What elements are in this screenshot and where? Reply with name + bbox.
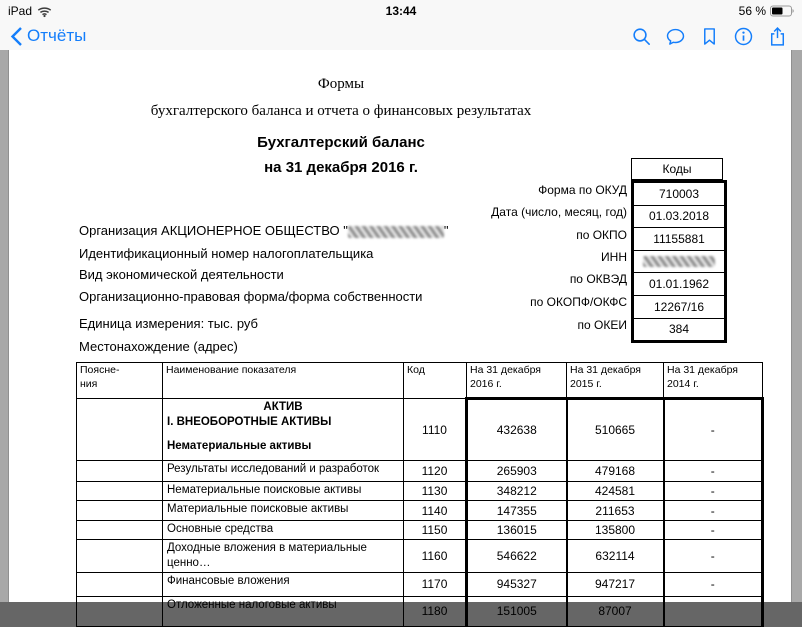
- back-button[interactable]: [0, 25, 92, 48]
- balance-sheet-table: [76, 362, 764, 627]
- cell-indicator-name: Нематериальные поисковые активы: [163, 482, 404, 501]
- cell-value-2016: 136015: [467, 521, 567, 540]
- cell-indicator-name: Финансовые вложения: [163, 572, 404, 596]
- cell-value-2014: -: [664, 461, 763, 482]
- codes-row-label: ИНН: [601, 250, 627, 264]
- table-row: [77, 596, 763, 626]
- cell-value-2015: 87007: [567, 596, 664, 626]
- table-row: [77, 399, 763, 461]
- codes-value-cell: 01.01.1962: [634, 273, 724, 296]
- document-date-line: на 31 декабря 2016 г.: [264, 159, 418, 176]
- status-bar: [0, 0, 802, 22]
- table-row: [77, 482, 763, 501]
- cell-indicator-name: Доходные вложения в материальные ценно…: [163, 540, 404, 573]
- codes-value-cell: 12267/16: [634, 296, 724, 319]
- cell-value-2014: -: [664, 521, 763, 540]
- info-icon: [733, 26, 754, 47]
- pdf-viewer-area[interactable]: [0, 50, 802, 619]
- nav-bar: [0, 22, 802, 51]
- form-header-line2: бухгалтерского баланса и отчета о финансовых результатах: [150, 103, 532, 119]
- cell-code: 1160: [404, 540, 467, 573]
- cell-value-2015: 479168: [567, 461, 664, 482]
- organization-suffix: ": [443, 223, 449, 238]
- column-header: На 31 декабря 2015 г.: [567, 363, 664, 399]
- codes-value-cell: 11155881: [634, 228, 724, 251]
- cell-indicator-name: Отложенные налоговые активы: [163, 596, 404, 626]
- organization-prefix: Организация АКЦИОНЕРНОЕ ОБЩЕСТВО ": [79, 223, 348, 238]
- table-row: [77, 540, 763, 573]
- codes-box-header: Коды: [631, 158, 723, 180]
- cell-value-2016: 546622: [467, 540, 567, 573]
- cell-indicator-name: АКТИВ I. ВНЕОБОРОТНЫЕ АКТИВЫ Нематериальные активы: [163, 399, 404, 461]
- cell-code: 1180: [404, 596, 467, 626]
- cell-value-2016: 432638: [467, 399, 567, 461]
- cell-value-2016: 151005: [467, 596, 567, 626]
- cell-value-2015: 632114: [567, 540, 664, 573]
- comments-button[interactable]: [665, 26, 686, 47]
- codes-row-label: Форма по ОКУД: [538, 183, 627, 197]
- codes-box: [631, 180, 727, 343]
- column-header: На 31 декабря 2016 г.: [467, 363, 567, 399]
- cell-value-2015: 510665: [567, 399, 664, 461]
- cell-value-2014: -: [664, 572, 763, 596]
- cell-indicator-name: Результаты исследований и разработок: [163, 461, 404, 482]
- codes-value-cell: [634, 251, 724, 274]
- info-button[interactable]: [733, 26, 754, 47]
- search-icon: [631, 26, 652, 47]
- codes-value-cell: 710003: [634, 183, 724, 206]
- cell-value-2015: 424581: [567, 482, 664, 501]
- codes-row-label: по ОКОПФ/ОКФС: [530, 295, 627, 309]
- search-button[interactable]: [631, 26, 652, 47]
- cell-value-2014: -: [664, 399, 763, 461]
- table-row: [77, 501, 763, 521]
- document-title: Бухгалтерский баланс: [257, 134, 425, 151]
- cell-value-2014: [664, 596, 763, 626]
- cell-note: [77, 521, 163, 540]
- carrier-label: iPad: [8, 4, 33, 18]
- cell-code: 1140: [404, 501, 467, 521]
- cell-note: [77, 540, 163, 573]
- organization-line: [79, 223, 448, 238]
- cell-code: 1130: [404, 482, 467, 501]
- redacted-organization-name: [348, 226, 444, 238]
- cell-value-2015: 211653: [567, 501, 664, 521]
- cell-code: 1150: [404, 521, 467, 540]
- cell-note: [77, 572, 163, 596]
- cell-indicator-name: Материальные поисковые активы: [163, 501, 404, 521]
- table-row: [77, 572, 763, 596]
- cell-value-2016: 265903: [467, 461, 567, 482]
- cell-value-2015: 135800: [567, 521, 664, 540]
- document-page: [8, 50, 792, 619]
- share-icon: [767, 26, 788, 47]
- cell-value-2014: -: [664, 540, 763, 573]
- cell-value-2016: 147355: [467, 501, 567, 521]
- cell-code: 1110: [404, 399, 467, 461]
- clock: 13:44: [385, 4, 417, 18]
- requisite-line: Организационно-правовая форма/форма собственности: [79, 289, 423, 304]
- codes-value-cell: 01.03.2018: [634, 206, 724, 229]
- cell-value-2014: -: [664, 482, 763, 501]
- redacted-inn-value: [643, 256, 715, 267]
- requisite-line: Местонахождение (адрес): [79, 339, 238, 354]
- codes-row-label: по ОКВЭД: [569, 272, 627, 286]
- chevron-left-icon: [10, 26, 23, 47]
- bookmark-icon: [699, 26, 720, 47]
- codes-row-label: по ОКПО: [576, 228, 627, 242]
- back-label: Отчёты: [27, 26, 87, 45]
- cell-note: [77, 399, 163, 461]
- comment-bubble-icon: [665, 26, 686, 47]
- bookmark-button[interactable]: [699, 26, 720, 47]
- table-row: [77, 521, 763, 540]
- cell-value-2016: 348212: [467, 482, 567, 501]
- cell-note: [77, 482, 163, 501]
- column-header: На 31 декабря 2014 г.: [664, 363, 763, 399]
- battery-percent-label: 56 %: [738, 4, 766, 18]
- cell-value-2016: 945327: [467, 572, 567, 596]
- column-header: Поясне- ния: [77, 363, 163, 399]
- requisite-line: Вид экономической деятельности: [79, 267, 284, 282]
- column-header: Наименование показателя: [163, 363, 404, 399]
- cell-value-2015: 947217: [567, 572, 664, 596]
- cell-code: 1120: [404, 461, 467, 482]
- form-header-line1: Формы: [317, 76, 365, 92]
- requisite-line: Единица измерения: тыс. руб: [79, 316, 258, 331]
- codes-row-label: Дата (число, месяц, год): [491, 205, 627, 219]
- codes-value-cell: 384: [668, 322, 690, 337]
- cell-indicator-name: Основные средства: [163, 521, 404, 540]
- codes-row-label: по ОКЕИ: [577, 318, 627, 332]
- cell-note: [77, 461, 163, 482]
- cell-code: 1170: [404, 572, 467, 596]
- table-row: [77, 461, 763, 482]
- cell-note: [77, 501, 163, 521]
- table-header-row: [77, 363, 763, 399]
- cell-note: [77, 596, 163, 626]
- column-header: Код: [404, 363, 467, 399]
- cell-value-2014: -: [664, 501, 763, 521]
- requisite-line: Идентификационный номер налогоплательщика: [79, 246, 374, 261]
- share-button[interactable]: [767, 26, 788, 47]
